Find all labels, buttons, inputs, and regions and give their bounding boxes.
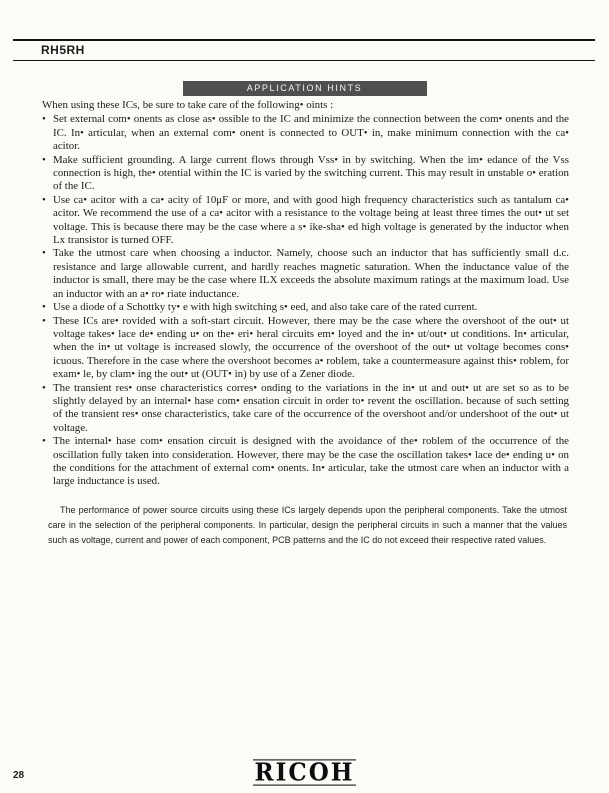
hint-item xyxy=(42,382,569,436)
hint-text: Set external com• onents as close as• ossible to the IC and minimize the connection between the com• onents and the IC. In• articular, when an external com• onent is connected to OUT• in, make minimum connection with the ca• acitor. xyxy=(53,113,569,153)
hint-text: These ICs are• rovided with a soft-start circuit. However, there may be the case where the overshoot of the out• ut voltage takes• lace de• ending u• on the• eri• heral circuits em• loyed and the in• ut/out• ut conditions. In• articular, when the in• ut voltage is increased slowly, the occurrence of the overshoot of the out• ut voltage becomes cons• icuous. Therefore in the case where the overshoot becomes a• roblem, take a countermeasure against this• roblem, for exam• le, by clam• ing the out• ut (OUT• in) by use of a Zener diode. xyxy=(53,314,569,381)
intro-text: When using these ICs, be sure to take care of the following• oints : xyxy=(42,99,334,111)
bullet-marker: • xyxy=(42,153,46,166)
hint-item xyxy=(42,247,569,301)
hint-item xyxy=(42,301,569,314)
hint-item xyxy=(42,315,569,382)
page-number: 28 xyxy=(13,770,25,781)
ricoh-logo: RICOH xyxy=(254,758,355,787)
section-title-bar: APPLICATION HINTS xyxy=(183,81,427,96)
hint-text: The internal• hase com• ensation circuit is designed with the avoidance of the• roblem of the occurrence of the oscillation fully taken into consideration. However, there may be the case the oscillation takes• lace de• ending u• on the conditions for the attachment of external com• onents. In• articular, take the utmost care when an inductor with a large inductance is used. xyxy=(53,435,569,488)
bullet-marker: • xyxy=(42,301,46,314)
hint-text: Take the utmost care when choosing a inductor. Namely, choose such an inductor that has sufficiently small d.c. resistance and large allowable current, and hardly reaches magnetic saturation. When the inductance value of the inductor is small, there may be the case where ILX exceeds the absolute maximum ratings at the maximum load. Use an inductor with an a• ro• riate inductance. xyxy=(53,247,569,300)
hint-item xyxy=(42,194,569,248)
page-header xyxy=(13,39,595,61)
hint-item xyxy=(42,154,569,194)
hint-item xyxy=(42,113,569,153)
hint-text: Use a diode of a Schottky ty• e with high switching s• eed, and also take care of the rated current. xyxy=(53,301,478,314)
hint-text: Make sufficient grounding. A large current flows through Vss• in by switching. When the im• edance of the Vss connection is high, the• otential within the IC is varied by the switching current. This may result in unstable o• eration of the IC. xyxy=(53,153,569,193)
bullet-marker: • xyxy=(42,113,46,126)
hint-text: Use ca• acitor with a ca• acity of 10μF or more, and with good high frequency characteristics such as tantalum ca• acitor. We recommend the use of a ca• acitor with a resistance to the voltage being at least three times the out• ut set voltage. This is because there may be the case where a s• ike-sha• ed high voltage is generated by the inductor when Lx transistor is turned OFF. xyxy=(53,193,569,247)
hint-text: The transient res• onse characteristics corres• onding to the variations in the in• ut and out• ut are set so as to be slightly delayed by an internal• hase com• ensation circuit in order to• revent the oscillation. because of such setting of the transient res• onse characteristics, take care of the occurrence of the overshoot and/or undershoot of the out• ut voltage. xyxy=(53,381,569,434)
bullet-marker: • xyxy=(42,381,46,394)
hint-item xyxy=(42,435,569,489)
bullet-marker: • xyxy=(42,193,46,206)
bullet-marker: • xyxy=(42,314,46,327)
peripheral-components-note: The performance of power source circuits using these ICs largely depends upon the peripheral components. Take the utmost care in the selection of the peripheral components. In particular, design the peripheral circuits in such a manner that the values such as voltage, current and power of each component, PCB patterns and the IC do not exceed their respective rated values. xyxy=(48,504,567,545)
bullet-marker: • xyxy=(42,247,46,260)
bullet-marker: • xyxy=(42,435,46,448)
application-hints-body xyxy=(42,99,569,557)
part-number-title: RH5RH xyxy=(41,43,85,57)
